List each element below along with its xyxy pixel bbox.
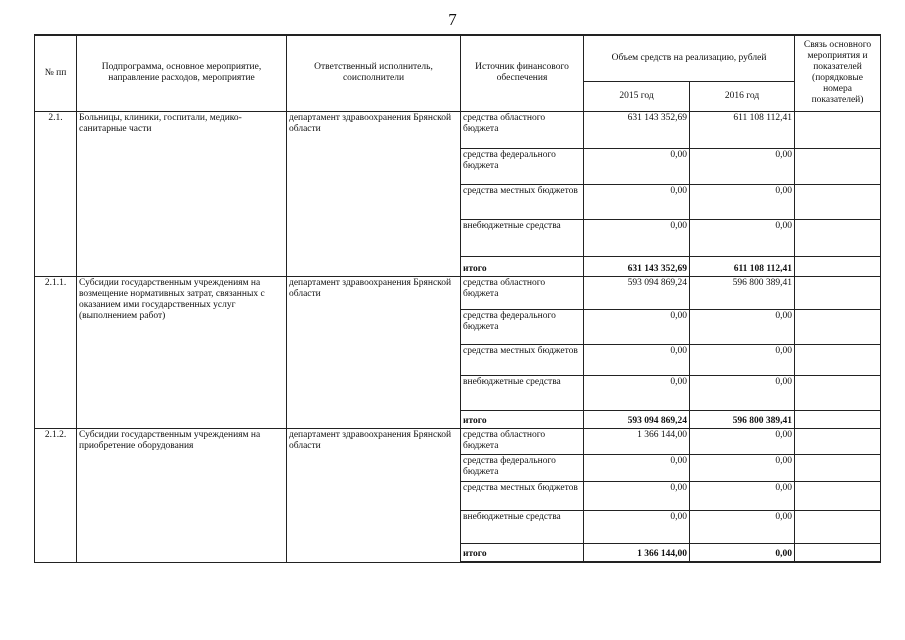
amount-2016: 0,00: [690, 454, 795, 481]
total-label: итого: [461, 256, 584, 276]
indicator-link: [795, 184, 881, 219]
funding-source: средства областного бюджета: [461, 428, 584, 454]
funding-source: средства областного бюджета: [461, 276, 584, 309]
funding-source: средства областного бюджета: [461, 111, 584, 148]
header-program: Подпрограмма, основное мероприятие, направление расходов, мероприятие: [77, 35, 287, 111]
amount-2016: 0,00: [690, 148, 795, 184]
amount-2015: 0,00: [584, 309, 690, 344]
funding-source: внебюджетные средства: [461, 219, 584, 256]
indicator-link: [795, 481, 881, 510]
indicator-link: [795, 454, 881, 481]
amount-2015: 0,00: [584, 148, 690, 184]
amount-2016: 0,00: [690, 375, 795, 410]
header-source: Источник финансового обеспечения: [461, 35, 584, 111]
amount-2016: 596 800 389,41: [690, 276, 795, 309]
amount-2016: 0,00: [690, 184, 795, 219]
header-link: Связь основного мероприятия и показателей (порядковые номера показателей): [795, 35, 881, 111]
executor: департамент здравоохранения Брянской области: [287, 276, 461, 428]
header-executor: Ответственный исполнитель, соисполнители: [287, 35, 461, 111]
amount-2015: 1 366 144,00: [584, 543, 690, 562]
amount-2016: 0,00: [690, 510, 795, 543]
row-number: 2.1.: [35, 111, 77, 276]
program-description: Субсидии государственным учреждениям на возмещение нормативных затрат, связанных с оказанием ими государственных услуг (выполнением работ): [77, 276, 287, 428]
funding-source: средства местных бюджетов: [461, 481, 584, 510]
funding-source: внебюджетные средства: [461, 375, 584, 410]
row-number: 2.1.1.: [35, 276, 77, 428]
program-description: Субсидии государственным учреждениям на приобретение оборудования: [77, 428, 287, 562]
indicator-link: [795, 375, 881, 410]
header-year-2015: 2015 год: [584, 81, 690, 111]
amount-2015: 0,00: [584, 375, 690, 410]
indicator-link: [795, 276, 881, 309]
table-row: [35, 111, 881, 148]
indicator-link: [795, 219, 881, 256]
funding-source: средства местных бюджетов: [461, 344, 584, 375]
amount-2016: 596 800 389,41: [690, 410, 795, 428]
amount-2015: 631 143 352,69: [584, 111, 690, 148]
indicator-link: [795, 309, 881, 344]
amount-2016: 0,00: [690, 543, 795, 562]
header-num: № пп: [35, 35, 77, 111]
amount-2016: 0,00: [690, 344, 795, 375]
amount-2015: 1 366 144,00: [584, 428, 690, 454]
amount-2016: 611 108 112,41: [690, 111, 795, 148]
amount-2015: 593 094 869,24: [584, 276, 690, 309]
total-label: итого: [461, 410, 584, 428]
amount-2015: 631 143 352,69: [584, 256, 690, 276]
amount-2015: 0,00: [584, 184, 690, 219]
header-year-2016: 2016 год: [690, 81, 795, 111]
funding-source: средства федерального бюджета: [461, 454, 584, 481]
indicator-link: [795, 510, 881, 543]
amount-2015: 0,00: [584, 454, 690, 481]
amount-2016: 611 108 112,41: [690, 256, 795, 276]
amount-2016: 0,00: [690, 428, 795, 454]
funding-source: средства федерального бюджета: [461, 309, 584, 344]
indicator-link: [795, 344, 881, 375]
amount-2016: 0,00: [690, 481, 795, 510]
funding-source: средства федерального бюджета: [461, 148, 584, 184]
funding-source: внебюджетные средства: [461, 510, 584, 543]
indicator-link: [795, 111, 881, 148]
indicator-link: [795, 543, 881, 562]
row-number: 2.1.2.: [35, 428, 77, 562]
total-label: итого: [461, 543, 584, 562]
indicator-link: [795, 256, 881, 276]
page-number: 7: [448, 10, 457, 29]
executor: департамент здравоохранения Брянской области: [287, 111, 461, 276]
header-funds: Объем средств на реализацию, рублей: [584, 35, 795, 81]
program-description: Больницы, клиники, госпитали, медико-санитарные части: [77, 111, 287, 276]
amount-2015: 593 094 869,24: [584, 410, 690, 428]
table-row: [35, 276, 881, 309]
funding-source: средства местных бюджетов: [461, 184, 584, 219]
amount-2015: 0,00: [584, 219, 690, 256]
amount-2015: 0,00: [584, 481, 690, 510]
indicator-link: [795, 410, 881, 428]
indicator-link: [795, 428, 881, 454]
amount-2016: 0,00: [690, 219, 795, 256]
executor: департамент здравоохранения Брянской области: [287, 428, 461, 562]
amount-2016: 0,00: [690, 309, 795, 344]
amount-2015: 0,00: [584, 344, 690, 375]
funding-table: [34, 34, 881, 563]
amount-2015: 0,00: [584, 510, 690, 543]
table-row: [35, 428, 881, 454]
indicator-link: [795, 148, 881, 184]
